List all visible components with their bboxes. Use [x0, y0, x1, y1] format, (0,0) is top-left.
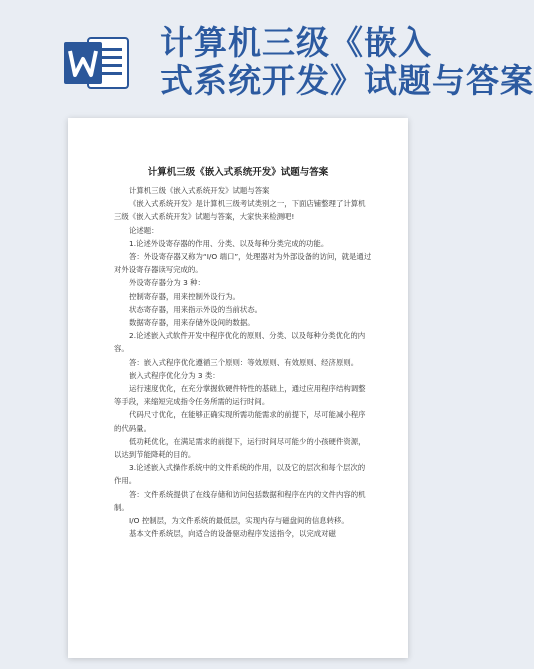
document-body	[114, 184, 372, 540]
paragraph: 2.论述嵌入式软件开发中程序优化的原则、分类、以及每种分类优化的内容。	[114, 331, 366, 354]
banner-title-line-1: 计算机三级《嵌入	[160, 23, 432, 62]
paragraph: 运行速度优化，在充分掌握软硬件特性的基础上，通过应用程序结构调整等手段，来缩短完成指令任务所需的运行时间。	[114, 384, 366, 407]
paragraph: 外设寄存器分为 3 种：	[129, 278, 205, 288]
document-title: 计算机三级《嵌入式系统开发》试题与答案	[147, 167, 329, 178]
paragraph: 答：文件系统提供了在线存储和访问包括数据和程序在内的文件内容的机制。	[114, 489, 366, 512]
document-page	[68, 118, 408, 658]
paragraph: 基本文件系统层，向适合的设备驱动程序发送指令，以完成对磁	[129, 529, 336, 539]
paragraph: 论述题：	[129, 225, 159, 235]
paragraph: 嵌入式程序优化分为 3 类：	[129, 370, 220, 380]
paragraph: 3.论述嵌入式操作系统中的文件系统的作用，以及它的层次和每个层次的作用。	[114, 463, 366, 486]
paragraph: 代码尺寸优化，在能够正确实现所需功能需求的前提下，尽可能减小程序的代码量。	[114, 410, 366, 433]
paragraph: 数据寄存器，用来存储外设间的数据。	[129, 318, 255, 328]
word-logo-icon	[62, 32, 132, 94]
paragraph: 状态寄存器，用来指示外设的当前状态。	[129, 304, 263, 314]
paragraph: 低功耗优化，在满足需求的前提下，运行时间尽可能少的小孩硬件资源，以达到节能降耗的目的。	[114, 436, 366, 460]
banner-title-line-2: 式系统开发》试题与答案	[160, 61, 534, 100]
paragraph: 答：嵌入式程序优化遵循三个原则：等效原则、有效原则、经济原则。	[129, 357, 359, 367]
paragraph: 《嵌入式系统开发》是计算机三级考试类别之一，下面店铺整理了计算机三级《嵌入式系统开发》试题与答案，大家快来检测吧!	[114, 199, 366, 222]
paragraph: 控制寄存器，用来控制外设行为。	[129, 291, 240, 301]
paragraph: 答：外设寄存器又称为“I/O 端口”，处理器对为外部设备的访问，就是通过对外设寄存器读写完成的。	[114, 252, 372, 275]
paragraph: 1.论述外设寄存器的作用、分类、以及每种分类完成的功能。	[129, 238, 329, 248]
banner-title	[160, 24, 534, 100]
paragraph: 计算机三级《嵌入式系统开发》试题与答案	[129, 186, 270, 195]
paragraph: I/O 控制层，为文件系统的最低层，实现内存与磁盘间的信息转移。	[129, 516, 349, 526]
